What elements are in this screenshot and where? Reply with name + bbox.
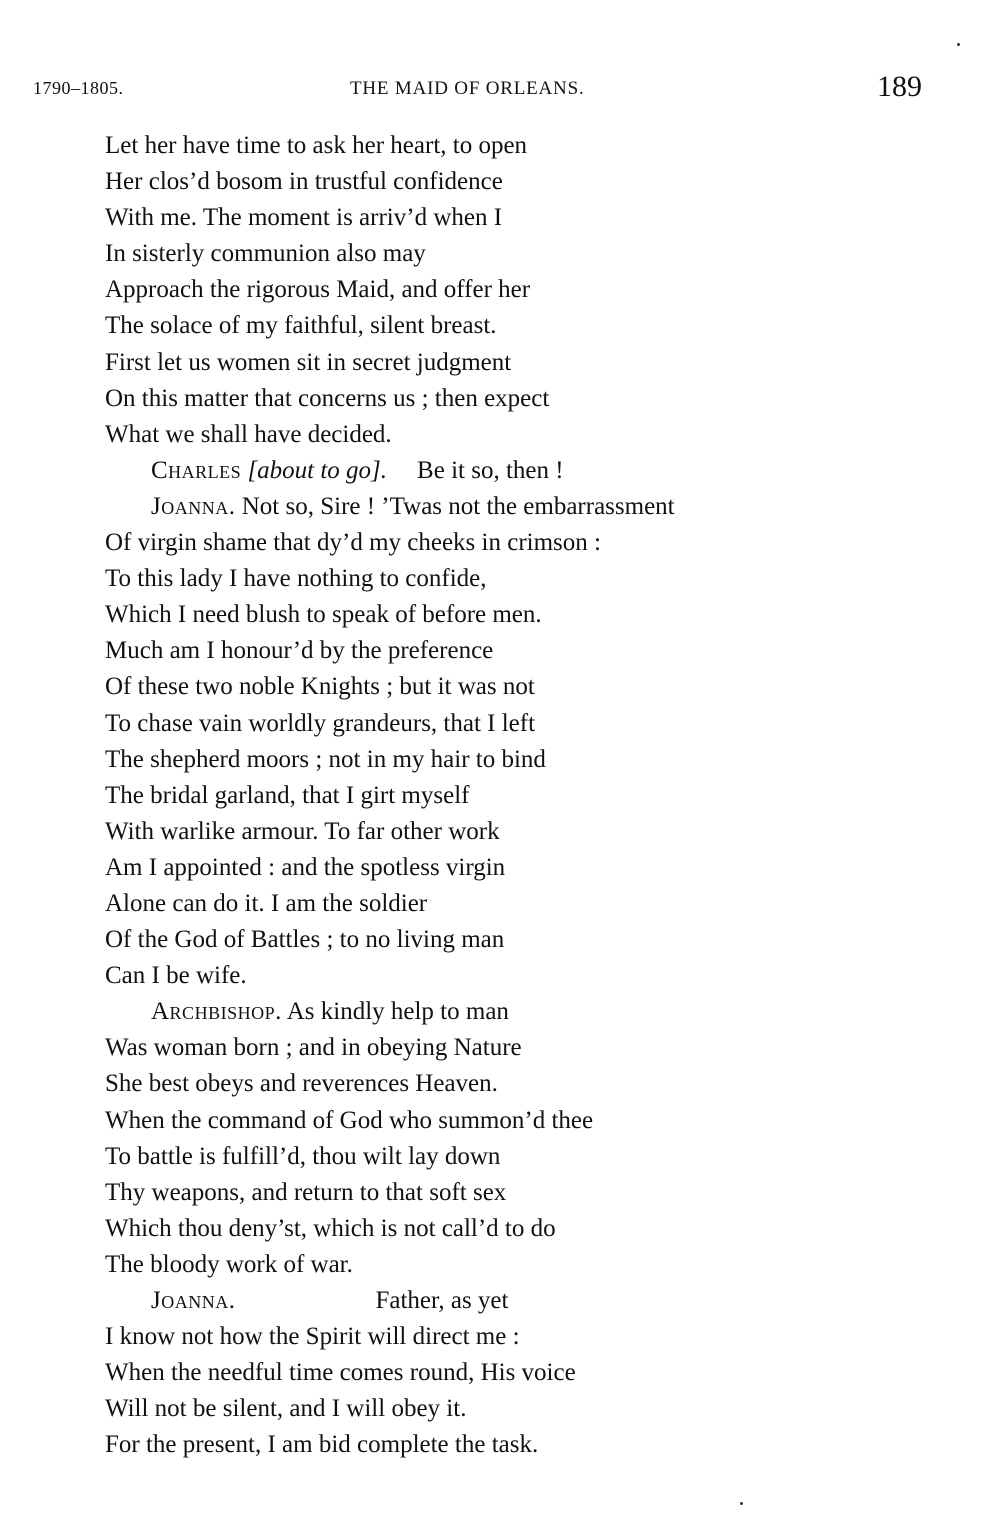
verse-line-17: To chase vain worldly grandeurs, that I left [105, 709, 536, 737]
verse-line-14: Which I need blush to speak of before men. [105, 601, 542, 629]
verse-line-30: Thy weapons, and return to that soft sex [105, 1178, 507, 1206]
verse-line-26: Was woman born ; and in obeying Nature [105, 1034, 522, 1062]
verse-line-8: On this matter that concerns us ; then expect [105, 384, 550, 412]
verse-line-6: The solace of my faithful, silent breast. [105, 312, 497, 340]
verse-line-29: To battle is fulfill’d, thou wilt lay down [105, 1142, 501, 1170]
scan-speck [740, 1502, 743, 1505]
scan-speck [957, 43, 960, 46]
speech-joanna-2: Joanna. Father, as yet [151, 1287, 509, 1314]
speaker-name: Archbishop. [151, 998, 282, 1026]
verse-line-3: With me. The moment is arriv’d when I [105, 204, 503, 232]
stage-direction: [about to go]. [247, 456, 388, 484]
verse-line-20: With warlike armour. To far other work [105, 817, 500, 845]
speaker-name: Joanna. [151, 492, 236, 520]
verse-line-5: Approach the rigorous Maid, and offer her [105, 276, 531, 304]
header-title: THE MAID OF ORLEANS. [350, 78, 585, 99]
running-head [0, 70, 1000, 104]
verse-block [105, 128, 985, 1463]
verse-line-23: Of the God of Battles ; to no living man [105, 926, 505, 954]
verse-line-2: Her clos’d bosom in trustful confidence [105, 168, 503, 196]
verse-line-32: The bloody work of war. [105, 1250, 353, 1278]
speech-charles: Charles [about to go]. Be it so, then ! [151, 456, 564, 484]
speaker-name: Joanna. [151, 1287, 236, 1314]
verse-line-4: In sisterly communion also may [105, 240, 426, 268]
verse-line-36: Will not be silent, and I will obey it. [105, 1395, 467, 1423]
verse-line-12: Of virgin shame that dy’d my cheeks in crimson : [105, 529, 601, 557]
verse-line-18: The shepherd moors ; not in my hair to bind [105, 745, 546, 773]
verse-line-35: When the needful time comes round, His voice [105, 1359, 576, 1387]
verse-line-9: What we shall have decided. [105, 420, 392, 448]
verse-line-1: Let her have time to ask her heart, to open [105, 132, 528, 159]
verse-line-21: Am I appointed : and the spotless virgin [105, 853, 506, 881]
verse-line-22: Alone can do it. I am the soldier [105, 889, 428, 917]
verse-line-24: Can I be wife. [105, 962, 247, 990]
page-number: 189 [877, 70, 922, 103]
speech-archbishop: Archbishop. As kindly help to man [151, 998, 509, 1026]
verse-line-16: Of these two noble Knights ; but it was not [105, 673, 535, 701]
verse-line-15: Much am I honour’d by the preference [105, 637, 494, 665]
verse-line-13: To this lady I have nothing to confide, [105, 565, 487, 593]
verse-line-19: The bridal garland, that I girt myself [105, 781, 470, 809]
verse-line-7: First let us women sit in secret judgment [105, 348, 512, 376]
verse-line-34: I know not how the Spirit will direct me : [105, 1323, 520, 1351]
verse-line-31: Which thou deny’st, which is not call’d to do [105, 1214, 556, 1242]
verse-line-28: When the command of God who summon’d thee [105, 1106, 594, 1134]
speaker-name: Charles [151, 456, 242, 484]
header-dates: 1790–1805. [33, 78, 124, 98]
speech-joanna: Joanna. Not so, Sire ! ’Twas not the embarrassment [151, 492, 675, 520]
verse-line-27: She best obeys and reverences Heaven. [105, 1070, 498, 1098]
verse-line-37: For the present, I am bid complete the task. [105, 1431, 539, 1459]
